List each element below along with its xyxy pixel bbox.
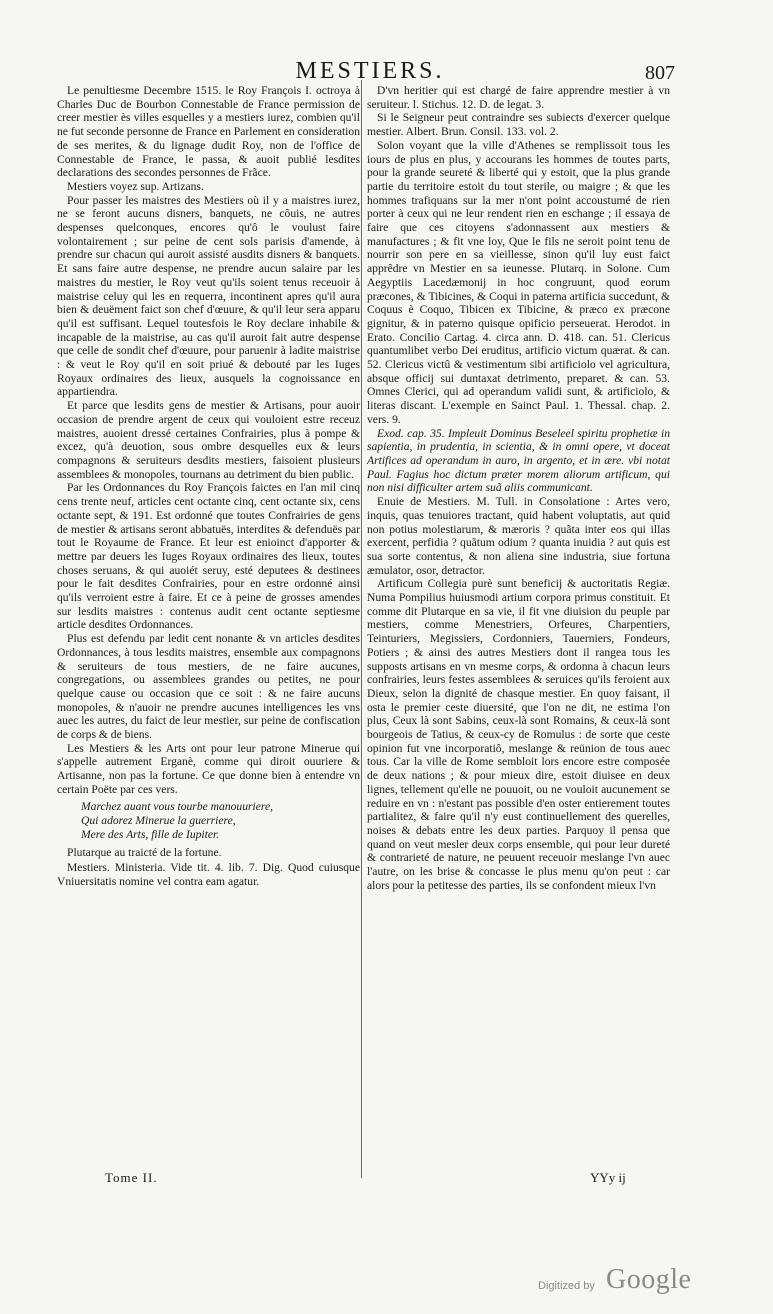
tome-label: Tome II. — [105, 1170, 158, 1185]
signature-mark: YYy ij — [590, 1170, 626, 1185]
paragraph: Et parce que lesdits gens de mestier & Artisans, pour auoir occasion de prendre argent de ceux qui vouloient estre receuz maistres, auoient dressé certaines Confrairies, plus à pompe & excez, qu'à deuotion, sous ombre desquelles eux & leurs compagnons & seruiteurs desdits mestiers, faisoient plusieurs assemblees & monopoles, tournans au detriment du bien public. — [57, 399, 360, 481]
paragraph: D'vn heritier qui est chargé de faire apprendre mestier à vn seruiteur. l. Stichus. 12. D. de legat. 3. — [367, 84, 670, 111]
paragraph: Solon voyant que la ville d'Athenes se remplissoit tous les iours de plus en plus, y accourans les hommes de toutes parts, pour la grande seureté & liberté qui y estoit, que la plus grande partie du territoire estoit du tout sterile, ou maigre ; & que les hommes trafiquans sur la mer n'ont point accoustumé de rien porter à ceux qui ne leur rendent rien en eschange ; il essaya de faire que ces citoyens s'adonnassent aux mestiers & manufactures ; & fit vne loy, Que le fils ne seroit point tenu de nourrir son pere en sa vieillesse, sinon qu'il luy eust faict apprêdre vn Mestier en sa ieunesse. Plutarq. in Solone. Cum Aegyptiis Lacedæmonij in hoc congruunt, quod eorum præcones, & Tibicines, & Coqui in paterna artificia succedunt, & Coquus è Coquo, Tibicen ex Tibicine, & præco ex præcone gignitur, & in paterno quisque opificio perseuerat. Herodot. in Erato. Concilio Cartag. 4. circa ann. D. 418. can. 51. Clericus quantumlibet verbo Dei eruditus, artificio victum quærat. & can. 52. Clericus victû & vestimentum sibi artificiolo vel agricultura, absque officij sui duntaxat detrimento, preparet. & can. 53. Omnes Clerici, qui ad operandum validi sunt, & artificiolo, & literas discant. L'exemple en Sainct Paul. 1. Thessal. chap. 2. vers. 9. — [367, 138, 670, 426]
left-column — [57, 84, 360, 889]
verse-line: Marchez auant vous tourbe manouuriere, — [81, 799, 274, 813]
verse-line: Qui adorez Minerue la guerriere, — [81, 813, 236, 827]
google-watermark — [510, 1262, 710, 1302]
paragraph: Pour passer les maistres des Mestiers où il y a maistres iurez, ne se feront aucuns disners, banquets, ne côuis, ne autres despenses quelconques, encores qu'ô le voulust faire volontairement ; sur peine de cent sols parisis d'amende, à prendre sur chacun qui auroit assisté ausdits disners & banquets. Et sans faire autre despense, ne prendre aucun salaire par les maistres du mestier, le Roy veut qu'ils soient tenus receuoir à maistrise celuy qui les en requerra, incontinent apres qu'il aura bien & deuëment faict son chef d'œuure, & qu'il leur sera apparu qu'il est suffisant. Lequel toutesfois le Roy declare inhabile & incapable de la maistrise, au cas qu'il auroit fait autre despense que celle de sondit chef d'œuure, pour paruenir à ladite maistrise : & veut le Roy qu'il en soit priué & debouté par les Iuges Royaux ordinaires des lieux, ausquels la cognoissance en appartiendra. — [57, 193, 360, 399]
paragraph: Enuie de Mestiers. M. Tull. in Consolatione : Artes vero, inquis, quas tenuiores tractant, quid habent voluptatis, aut quid non potius molestiarum, & mæroris ? quãta inter eos qui illas exercent, perfidia ? quãtum odium ? quanta inuidia ? aut quis est sua sorte contentus, & non aliena sine industria, siue fortuna æmulator, osor, detractor. — [367, 495, 670, 577]
paragraph: Mestiers. Ministeria. Vide tit. 4. lib. 7. Dig. Quod cuiusque Vniuersitatis nomine vel contra eam agatur. — [57, 861, 360, 888]
paragraph: Les Mestiers & les Arts ont pour leur patrone Minerue qui s'appelle autrement Erganè, comme qui diroit ouuriere & Artisanne, non pas la fortune. Ce que donne bien à entendre vn certain Poëte par ces vers. — [57, 741, 360, 796]
verse-line: Mere des Arts, fille de Iupiter. — [81, 827, 220, 841]
running-title: MESTIERS. — [295, 58, 445, 84]
paragraph: Le penultiesme Decembre 1515. le Roy François I. octroya à Charles Duc de Bourbon Connestable de France permission de creer mestier ès villes esquelles y a mestiers iurez, combien qu'il ne fut seconde personne de France en Parlement en consideration de ses merites, & du lignage dudit Roy, non de l'office de Connestable de France, le passa, & auoit publié lesdites declarations des secondes personnes de Frãce. — [57, 84, 360, 180]
page-number: 807 — [645, 62, 675, 84]
paragraph: Si le Seigneur peut contraindre ses subiects d'exercer quelque mestier. Albert. Brun. Consil. 133. vol. 2. — [367, 111, 670, 139]
right-column — [367, 84, 670, 892]
paragraph: Plutarque au traicté de la fortune. — [67, 845, 222, 859]
watermark-small: Digitized by — [538, 1280, 595, 1292]
paragraph: Artificum Collegia purè sunt beneficij & auctoritatis Regiæ. Numa Pompilius huiusmodi artium corpora primus constituit. Et comme dit Plutarque en sa vie, il fit vne diuision du peuple par mestiers, comme Menestriers, Orfeures, Charpentiers, Teinturiers, Megissiers, Cordonniers, Tauerniers, Fondeurs, Potiers ; & ainsi des autres Mestiers dont il rangea tous les supposts artisans en vn mesme corps, & ordonna à chacun leurs confrairies, leurs festes assemblees & seruices qu'ils feroient aux Dieux, selon la dignité de chasque mestier. En quoy faisant, il osta le premier ceste diuersité, que l'on ne dit, ne estima l'on plus, Ceux là sont Sabins, ceux-là sont Romains, & ceux-là sont bourgeois de Tatius, & ceux-cy de Romulus : de sorte que ceste opinion fut vne incorporatiô, meslange & reünion de tous auec tous. Car la ville de Rome sembloit lors encore estre composée de deux nations ; & pour mieux dire, estoit diuisee en deux lignes, tellement qu'elle ne pouuoit, ou ne vouloit aucunement se reduire en vn : n'estant pas possible d'en oster entierement toutes partialitez, & faire qu'il n'y eust continuellement des querelles, noises & debats entre les deux parties. Parquoy il pensa que quand on veut mesler deux corps ensemble, qui pour leur dureté & contrarieté de nature, ne peuuent receuoir meslange l'vn auec l'autre, on les brise & concasse le plus menu qu'on peut : car alors pour la petitesse des parties, ils se confondent mieux l'vn — [367, 577, 670, 892]
paragraph: Mestiers voyez sup. Artizans. — [67, 179, 204, 193]
paragraph: Par les Ordonnances du Roy François faictes en l'an mil cinq cens trente neuf, articles cent octante cinq, cent octante six, cens octante sept, & 191. Est ordonné que toutes Confrairies de gens de mestier & artisans seront abbatuës, interdites & defenduës par tout le Royaume de France. Et leur est enioinct d'apporter & mettre par deuers les Iuges Royaux ordinaires des lieux, toutes choses seruans, & qui auoiét seruy, esté deputees & destinees pour le fait desdites Confrairies, pour en estre ordonné ainsi qu'ils verroient estre à faire. Et ce à peine de grosses amendes sur lesdits maistres : contenus audit cent octante septiesme article desdites Ordonnances. — [57, 481, 360, 632]
paragraph: Plus est defendu par ledit cent nonante & vn articles desdites Ordonnances, à tous lesdits maistres, ensemble aux compagnons & seruiteurs de tous mestiers, de ne faire aucunes, congregations, ou assemblees grandes ou petites, ne pour quelque cause ou occasion que ce soit : & ne faire aucuns monopoles, & n'auoir ne prendre aucunes intelligences les vns auec les autres, du faict de leur mestier, sur peine de confiscation de corps & de biens. — [57, 632, 360, 742]
watermark-logo: Google — [606, 1264, 692, 1295]
column-divider — [361, 80, 362, 1178]
verse-block — [81, 800, 360, 842]
paragraph: Exod. cap. 35. Impleuit Dominus Beseleel spiritu prophetiæ in sapientia, in prudentia, in scientia, & in omni opere, vt doceat Artifices ad operandum in auro, in argento, et in ære. vbi notat Paul. Fagius hoc dictum præter morem aliorum artificum, qui non nisi difficulter artem suã aliis communicant. — [367, 426, 670, 495]
